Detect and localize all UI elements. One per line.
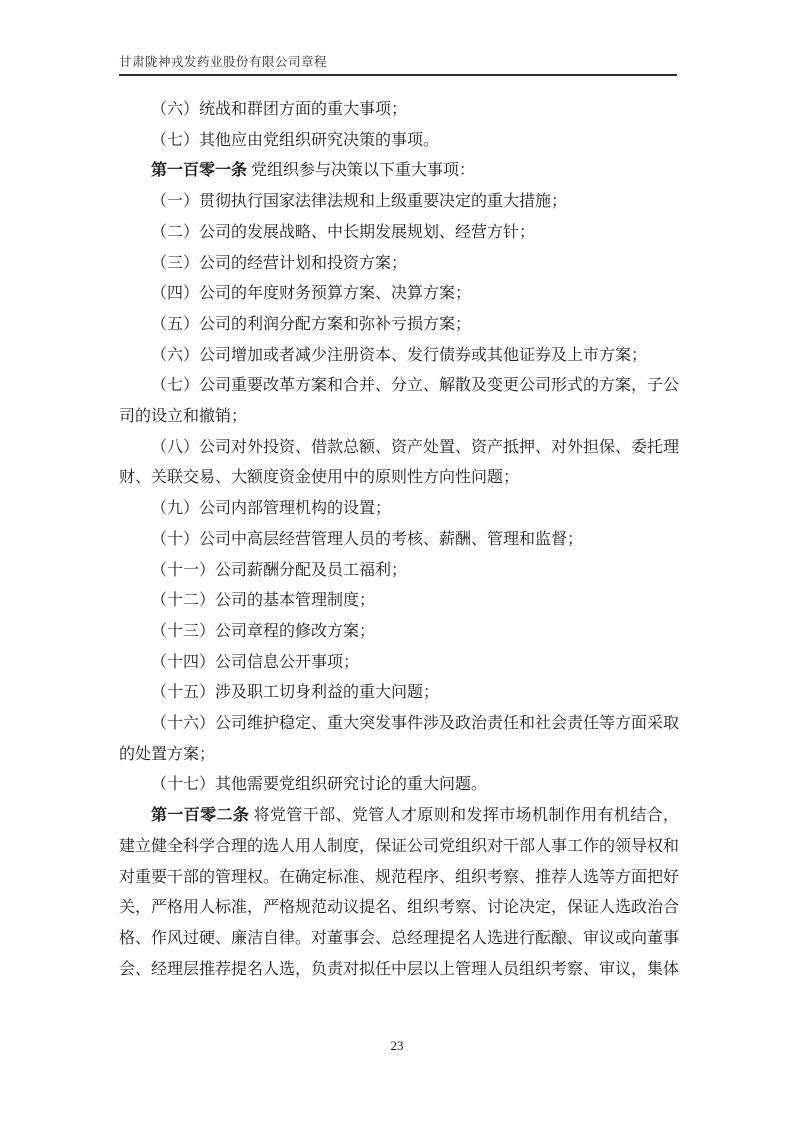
page-header-title: 甘肃陇神戎发药业股份有限公司章程 <box>119 55 328 69</box>
paragraph <box>119 218 679 249</box>
paragraph-article-101 <box>119 156 679 187</box>
paragraph <box>119 341 679 372</box>
paragraph <box>119 648 679 679</box>
paragraph <box>119 310 679 341</box>
paragraph-text: 将党管干部、党管人才原则和发挥市场机制作用有机结合，建立健全科学合理的选人用人制度，保证公司党组织对干部人事工作的领导权和对重要干部的管理权。在确定标准、规范程序、组织考察、推荐人选等方面把好关，严格用人标准，严格规范动议提名、组织考察、讨论决定，保证人选政治合格、作风过硬、廉洁自律。对董事会、总经理提名人选进行酝酿、审议或向董事会、经理层推荐提名人选，负责对拟任中层以上管理人员组织考察、审议，集体 <box>119 807 680 978</box>
paragraph <box>119 770 679 801</box>
paragraph-text: （六）公司增加或者减少注册资本、发行债券或其他证券及上市方案； <box>151 346 648 364</box>
paragraph <box>119 617 679 648</box>
document-body <box>119 95 679 985</box>
paragraph <box>119 678 679 709</box>
page-header <box>119 55 677 76</box>
paragraph <box>119 494 679 525</box>
page-number: 23 <box>390 1038 404 1053</box>
paragraph-text: （九）公司内部管理机构的设置； <box>151 500 392 518</box>
paragraph <box>119 709 679 770</box>
page-footer <box>0 1038 794 1054</box>
paragraph <box>119 126 679 157</box>
paragraph <box>119 279 679 310</box>
paragraph-text: （十四）公司信息公开事项； <box>151 653 360 671</box>
paragraph-text: （五）公司的利润分配方案和弥补亏损方案； <box>151 315 472 333</box>
paragraph-text: （三）公司的经营计划和投资方案； <box>151 254 408 272</box>
paragraph <box>119 95 679 126</box>
paragraph <box>119 525 679 556</box>
paragraph-text: （十二）公司的基本管理制度； <box>151 592 376 610</box>
paragraph-article-102 <box>119 801 679 985</box>
paragraph <box>119 249 679 280</box>
paragraph-text: （七）公司重要改革方案和合并、分立、解散及变更公司形式的方案，子公司的设立和撤销； <box>119 377 680 426</box>
paragraph-text: （十三）公司章程的修改方案； <box>151 622 376 640</box>
paragraph <box>119 586 679 617</box>
article-number: 第一百零二条 <box>151 807 250 825</box>
paragraph-text: （六）统战和群团方面的重大事项； <box>151 101 408 118</box>
paragraph-text: （十）公司中高层经营管理人员的考核、薪酬、管理和监督； <box>151 530 584 548</box>
paragraph-text: （八）公司对外投资、借款总额、资产处置、资产抵押、对外担保、委托理财、关联交易、大额度资金使用中的原则性方向性问题； <box>119 438 680 487</box>
paragraph <box>119 371 679 432</box>
article-number: 第一百零一条 <box>151 162 248 180</box>
paragraph-text: （一）贯彻执行国家法律法规和上级重要决定的重大措施； <box>151 193 568 211</box>
paragraph-text: 党组织参与决策以下重大事项： <box>247 162 476 180</box>
paragraph-text: （十六）公司维护稳定、重大突发事件涉及政治责任和社会责任等方面采取的处置方案； <box>119 715 680 763</box>
paragraph-text: （十七）其他需要党组织研究讨论的重大问题。 <box>151 776 488 794</box>
paragraph <box>119 433 679 494</box>
paragraph-text: （七）其他应由党组织研究决策的事项。 <box>151 131 440 149</box>
paragraph <box>119 187 679 218</box>
paragraph <box>119 556 679 587</box>
paragraph-text: （二）公司的发展战略、中长期发展规划、经营方针； <box>151 223 536 241</box>
paragraph-text: （十五）涉及职工切身利益的重大问题； <box>151 684 440 702</box>
paragraph-text: （四）公司的年度财务预算方案、决算方案； <box>151 285 472 303</box>
paragraph-text: （十一）公司薪酬分配及员工福利； <box>151 561 408 579</box>
